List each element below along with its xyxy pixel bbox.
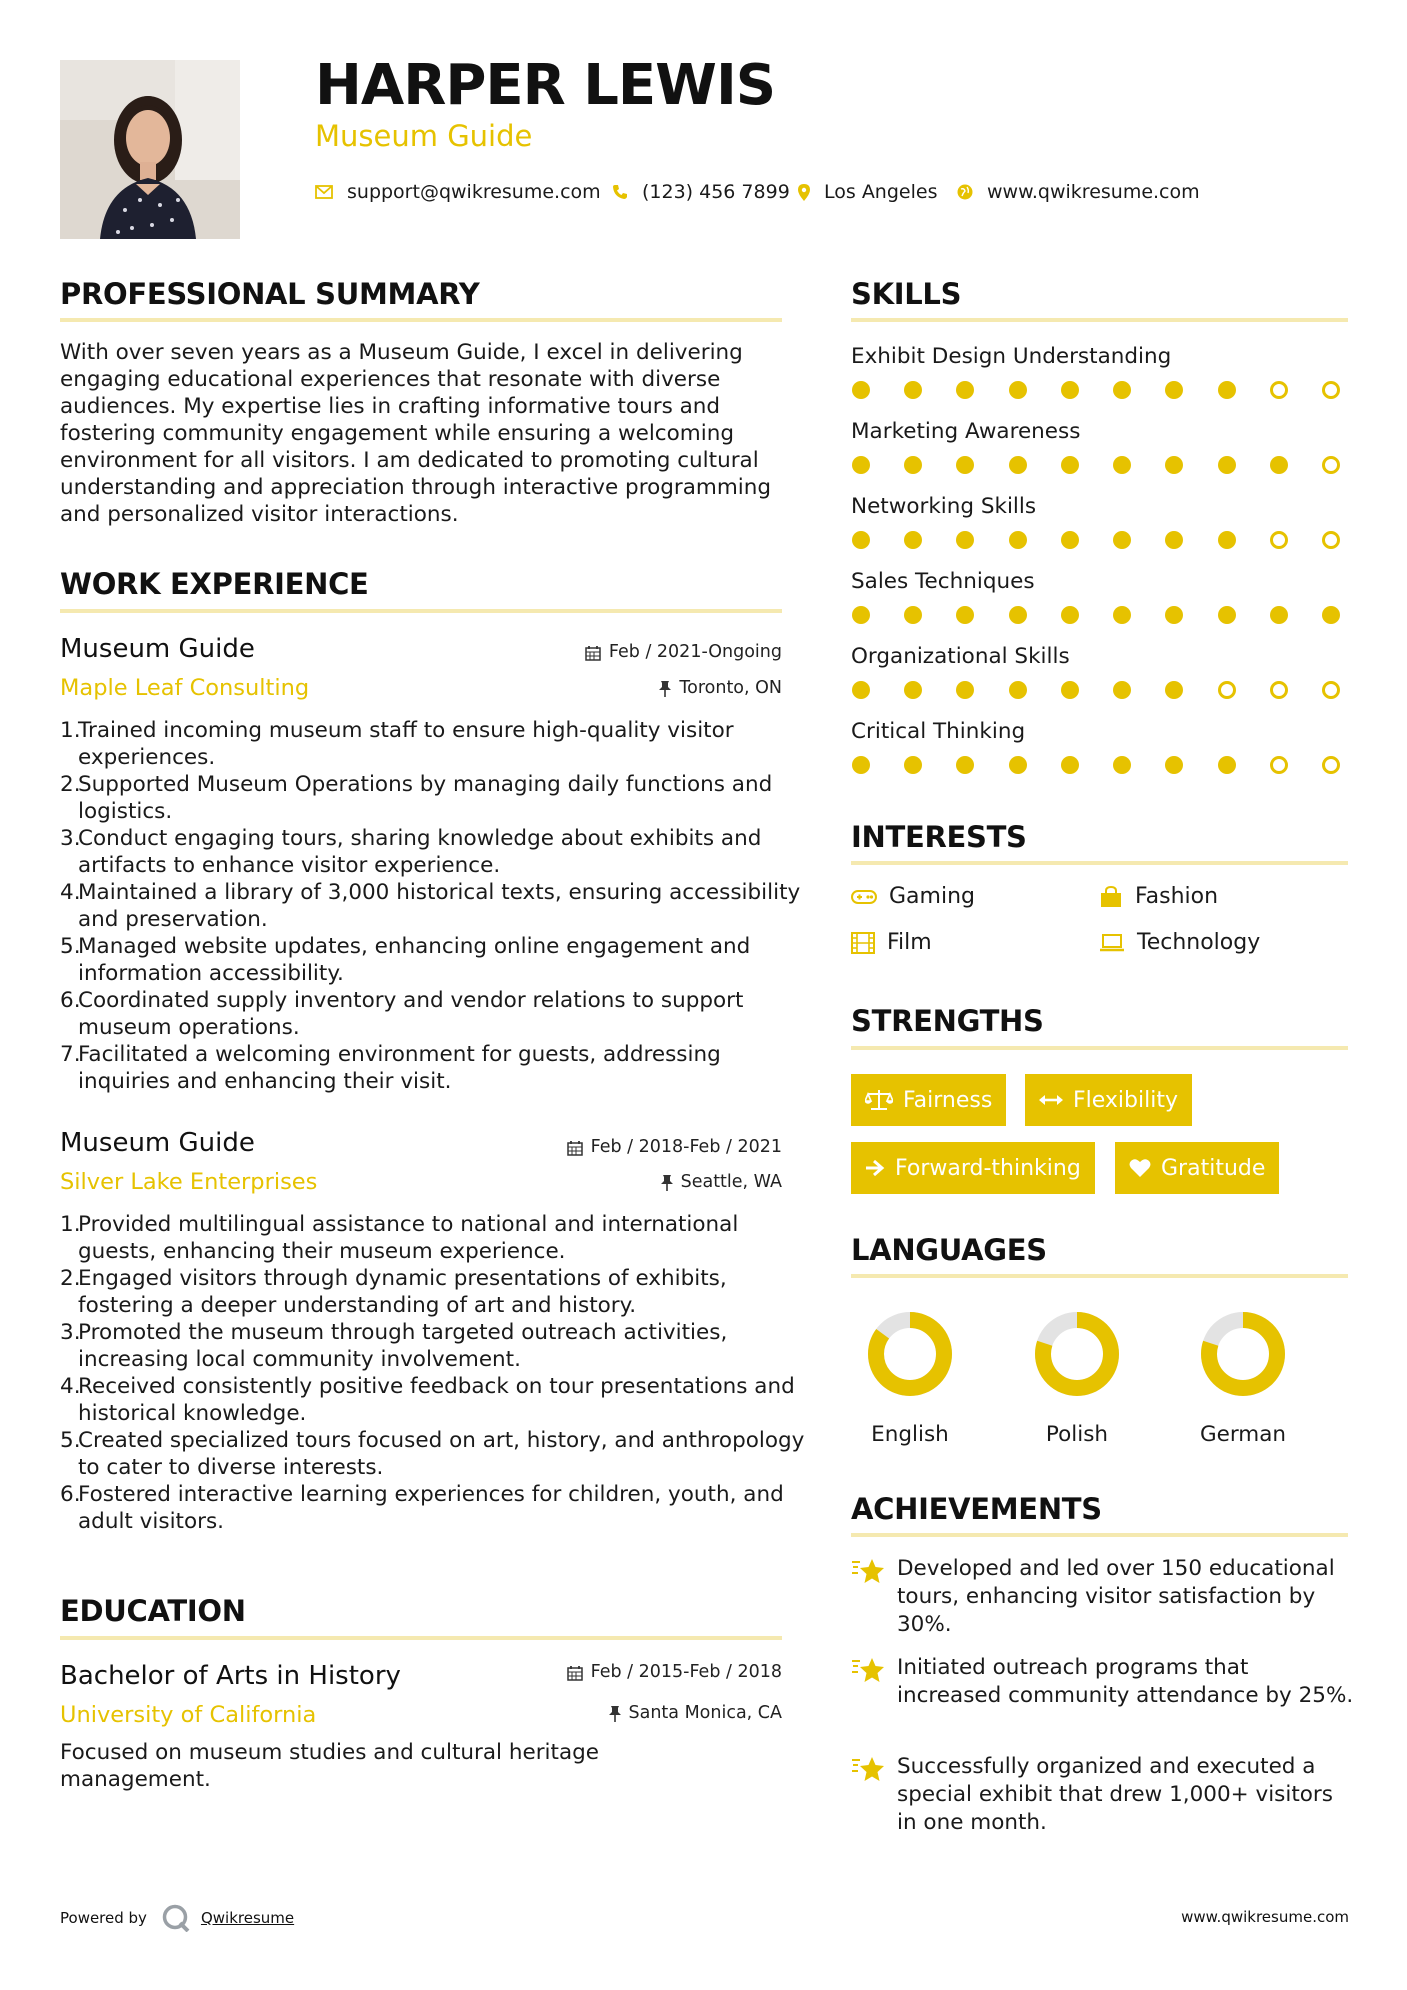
rating-dot-filled — [1113, 756, 1131, 774]
education-description: Focused on museum studies and cultural heritage management. — [60, 1740, 600, 1792]
rating-dot-empty — [1322, 756, 1340, 774]
list-item: Managed website updates, enhancing online engagement and information accessibility. — [78, 934, 751, 986]
powered-by-text: Powered by — [60, 1909, 147, 1927]
rating-dot-filled — [852, 456, 870, 474]
rating-dot-filled — [1218, 531, 1236, 549]
rating-dot-filled — [1270, 606, 1288, 624]
achievement-item — [851, 1555, 1356, 1639]
calendar-icon — [585, 645, 601, 661]
skill-rating — [852, 681, 1340, 699]
language-donut — [1017, 1310, 1137, 1398]
candidate-name: HARPER LEWIS — [315, 53, 776, 118]
rating-dot-filled — [852, 606, 870, 624]
phone-text: (123) 456 7899 — [642, 181, 790, 203]
job-1-dates-text: Feb / 2021-Ongoing — [608, 642, 782, 662]
rating-dot-filled — [1061, 756, 1079, 774]
rating-dot-filled — [904, 681, 922, 699]
website-text: www.qwikresume.com — [987, 181, 1200, 203]
rating-dot-empty — [1270, 531, 1288, 549]
strengths-divider — [851, 1046, 1348, 1050]
rating-dot-filled — [1009, 756, 1027, 774]
summary-text: With over seven years as a Museum Guide, I excel in delivering engaging educational experiences that resonate with diverse audiences. My expertise lies in crafting informative tours and fostering community engagement while ensuring a welcoming environment for all visitors. I am dedicated to promoting cultural understanding and appreciation through interactive programming and personalized visitor interactions. — [60, 340, 772, 527]
skill-rating — [852, 381, 1340, 399]
location-text: Los Angeles — [824, 181, 938, 203]
rating-dot-empty — [1270, 681, 1288, 699]
job-2-location-text: Seattle, WA — [680, 1172, 782, 1192]
pushpin-icon — [661, 1174, 673, 1191]
rating-dot-filled — [1113, 456, 1131, 474]
arrows-horizontal-icon — [1039, 1093, 1063, 1107]
rating-dot-filled — [904, 531, 922, 549]
rating-dot-filled — [1113, 606, 1131, 624]
strengths-heading: STRENGTHS — [851, 1004, 1044, 1038]
job-1-location — [659, 680, 782, 698]
job-1-company: Maple Leaf Consulting — [60, 675, 310, 701]
bag-icon — [1099, 886, 1123, 908]
language-item — [850, 1310, 970, 1446]
rating-dot-filled — [956, 606, 974, 624]
rating-dot-filled — [1061, 606, 1079, 624]
languages-heading: LANGUAGES — [851, 1233, 1047, 1267]
strength-label: Flexibility — [1073, 1087, 1178, 1113]
laptop-icon — [1099, 934, 1125, 952]
skill-name: Critical Thinking — [851, 719, 1026, 744]
footer-powered-by — [60, 1904, 294, 1932]
rating-dot-filled — [1061, 381, 1079, 399]
achievement-text: Initiated outreach programs that increased community attendance by 25%. — [897, 1655, 1354, 1708]
globe-icon — [957, 184, 973, 200]
skill-rating — [852, 756, 1340, 774]
strength-flexibility — [1025, 1074, 1192, 1126]
balance-scale-icon — [865, 1089, 893, 1111]
rating-dot-filled — [904, 381, 922, 399]
interest-fashion — [1099, 886, 1218, 908]
rating-dot-filled — [956, 381, 974, 399]
experience-heading: WORK EXPERIENCE — [60, 567, 369, 601]
strength-label: Forward-thinking — [895, 1155, 1081, 1181]
skill-name: Marketing Awareness — [851, 419, 1081, 444]
job-2-bullets — [60, 1211, 818, 1535]
job-1-bullets — [60, 717, 818, 1095]
job-1-location-text: Toronto, ON — [679, 678, 782, 698]
skill-name: Exhibit Design Understanding — [851, 344, 1172, 369]
pushpin-icon — [609, 1705, 621, 1722]
rating-dot-filled — [1165, 531, 1183, 549]
strength-fairness — [851, 1074, 1006, 1126]
achievement-text: Successfully organized and executed a special exhibit that drew 1,000+ visitors in one month. — [897, 1754, 1333, 1835]
strength-forward-thinking — [851, 1142, 1095, 1194]
brand-link[interactable]: Qwikresume — [200, 1909, 295, 1927]
interests-heading: INTERESTS — [851, 820, 1027, 854]
job-2-title: Museum Guide — [60, 1128, 255, 1158]
rating-dot-filled — [1322, 606, 1340, 624]
achievements-divider — [851, 1533, 1348, 1537]
rating-dot-filled — [1218, 456, 1236, 474]
rating-dot-filled — [1165, 456, 1183, 474]
profile-photo — [60, 60, 240, 239]
language-name: German — [1199, 1422, 1287, 1447]
rating-dot-filled — [1061, 531, 1079, 549]
list-item: Trained incoming museum staff to ensure high-quality visitor experiences. — [78, 718, 734, 770]
rating-dot-filled — [1218, 606, 1236, 624]
rating-dot-filled — [1113, 681, 1131, 699]
education-divider — [60, 1636, 782, 1640]
job-2-dates-text: Feb / 2018-Feb / 2021 — [590, 1137, 782, 1157]
achievement-text: Developed and led over 150 educational tours, enhancing visitor satisfaction by 30%. — [897, 1556, 1335, 1637]
interest-gaming — [851, 886, 975, 908]
list-item: Supported Museum Operations by managing daily functions and logistics. — [78, 772, 773, 824]
achievement-item — [851, 1753, 1356, 1837]
rating-dot-empty — [1270, 756, 1288, 774]
rating-dot-filled — [1009, 456, 1027, 474]
rating-dot-filled — [852, 531, 870, 549]
rating-dot-filled — [1218, 756, 1236, 774]
experience-divider — [60, 609, 782, 613]
education-heading: EDUCATION — [60, 1594, 246, 1628]
language-name: English — [871, 1422, 949, 1447]
rating-dot-filled — [956, 456, 974, 474]
education-dates-text: Feb / 2015-Feb / 2018 — [590, 1662, 782, 1682]
interest-label: Film — [887, 930, 932, 955]
rating-dot-filled — [1009, 681, 1027, 699]
interest-label: Fashion — [1135, 884, 1219, 909]
contact-email[interactable] — [315, 181, 601, 203]
rating-dot-filled — [1061, 456, 1079, 474]
heart-icon — [1129, 1158, 1151, 1178]
skill-name: Networking Skills — [851, 494, 1037, 519]
language-donut — [1183, 1310, 1303, 1398]
rating-dot-filled — [1061, 681, 1079, 699]
job-2-dates — [567, 1139, 782, 1157]
film-icon — [851, 932, 875, 954]
qwikresume-logo-icon — [161, 1904, 191, 1932]
strength-label: Gratitude — [1161, 1155, 1266, 1181]
list-item: Facilitated a welcoming environment for guests, addressing inquiries and enhancing their visit. — [78, 1042, 721, 1094]
job-1-dates — [585, 644, 782, 662]
interest-label: Gaming — [889, 884, 975, 909]
education-dates — [567, 1664, 782, 1682]
interest-technology — [1099, 932, 1260, 954]
interest-label: Technology — [1137, 930, 1261, 955]
rating-dot-empty — [1270, 381, 1288, 399]
rating-dot-filled — [852, 681, 870, 699]
rating-dot-filled — [956, 681, 974, 699]
list-item: Promoted the museum through targeted outreach activities, increasing local community involvement. — [78, 1320, 728, 1372]
job-2-company: Silver Lake Enterprises — [60, 1169, 318, 1195]
strength-label: Fairness — [903, 1087, 993, 1113]
star-icon — [851, 1656, 885, 1684]
contact-phone[interactable] — [612, 181, 790, 203]
education-degree: Bachelor of Arts in History — [60, 1661, 401, 1691]
rating-dot-filled — [956, 756, 974, 774]
rating-dot-filled — [1009, 606, 1027, 624]
rating-dot-filled — [904, 456, 922, 474]
list-item: Received consistently positive feedback on tour presentations and historical knowledge. — [78, 1374, 795, 1426]
contact-location — [798, 181, 937, 203]
interests-divider — [851, 861, 1348, 865]
education-location-text: Santa Monica, CA — [628, 1703, 782, 1723]
language-donut — [850, 1310, 970, 1398]
calendar-icon — [567, 1665, 583, 1681]
list-item: Conduct engaging tours, sharing knowledge about exhibits and artifacts to enhance visitor experience. — [78, 826, 762, 878]
languages-divider — [851, 1274, 1348, 1278]
rating-dot-empty — [1218, 681, 1236, 699]
star-icon — [851, 1755, 885, 1783]
strength-gratitude — [1115, 1142, 1279, 1194]
language-item — [1183, 1310, 1303, 1446]
rating-dot-filled — [904, 606, 922, 624]
skill-rating — [852, 606, 1340, 624]
job-1-title: Museum Guide — [60, 634, 255, 664]
skill-name: Sales Techniques — [851, 569, 1035, 594]
rating-dot-filled — [1113, 531, 1131, 549]
rating-dot-filled — [1165, 681, 1183, 699]
education-location — [609, 1705, 783, 1723]
list-item: Provided multilingual assistance to national and international guests, enhancing their museum experience. — [78, 1212, 739, 1264]
rating-dot-filled — [852, 756, 870, 774]
rating-dot-empty — [1322, 456, 1340, 474]
rating-dot-filled — [1113, 381, 1131, 399]
list-item: Maintained a library of 3,000 historical texts, ensuring accessibility and preservation. — [78, 880, 801, 932]
achievements-heading: ACHIEVEMENTS — [851, 1492, 1102, 1526]
language-item — [1017, 1310, 1137, 1446]
rating-dot-filled — [1165, 381, 1183, 399]
skills-divider — [851, 318, 1348, 322]
rating-dot-filled — [904, 756, 922, 774]
calendar-icon — [567, 1140, 583, 1156]
achievement-item — [851, 1654, 1356, 1710]
phone-icon — [612, 184, 628, 200]
list-item: Fostered interactive learning experiences for children, youth, and adult visitors. — [78, 1482, 784, 1534]
rating-dot-filled — [1165, 756, 1183, 774]
star-icon — [851, 1557, 885, 1585]
email-text: support@qwikresume.com — [347, 181, 601, 203]
list-item: Coordinated supply inventory and vendor relations to support museum operations. — [78, 988, 744, 1040]
interest-film — [851, 932, 932, 954]
rating-dot-filled — [1270, 456, 1288, 474]
skill-name: Organizational Skills — [851, 644, 1070, 669]
summary-heading: PROFESSIONAL SUMMARY — [60, 277, 480, 311]
job-2-location — [661, 1174, 782, 1192]
rating-dot-filled — [1009, 381, 1027, 399]
education-school: University of California — [60, 1702, 317, 1728]
rating-dot-filled — [852, 381, 870, 399]
rating-dot-filled — [1165, 606, 1183, 624]
list-item: Created specialized tours focused on art, history, and anthropology to cater to diverse interests. — [78, 1428, 805, 1480]
rating-dot-filled — [956, 531, 974, 549]
envelope-icon — [315, 185, 333, 199]
map-pin-icon — [798, 184, 810, 201]
list-item: Engaged visitors through dynamic presentations of exhibits, fostering a deeper understanding of art and history. — [78, 1266, 727, 1318]
skills-heading: SKILLS — [851, 277, 962, 311]
footer-website[interactable]: www.qwikresume.com — [1181, 1908, 1349, 1926]
rating-dot-empty — [1322, 381, 1340, 399]
rating-dot-empty — [1322, 531, 1340, 549]
skill-rating — [852, 456, 1340, 474]
rating-dot-empty — [1322, 681, 1340, 699]
contact-website[interactable] — [957, 181, 1200, 203]
summary-divider — [60, 318, 782, 322]
gamepad-icon — [851, 889, 877, 905]
rating-dot-filled — [1009, 531, 1027, 549]
language-name: Polish — [1045, 1422, 1109, 1447]
rating-dot-filled — [1218, 381, 1236, 399]
skill-rating — [852, 531, 1340, 549]
pushpin-icon — [659, 680, 671, 697]
candidate-title: Museum Guide — [315, 119, 533, 153]
arrow-right-icon — [865, 1159, 885, 1177]
